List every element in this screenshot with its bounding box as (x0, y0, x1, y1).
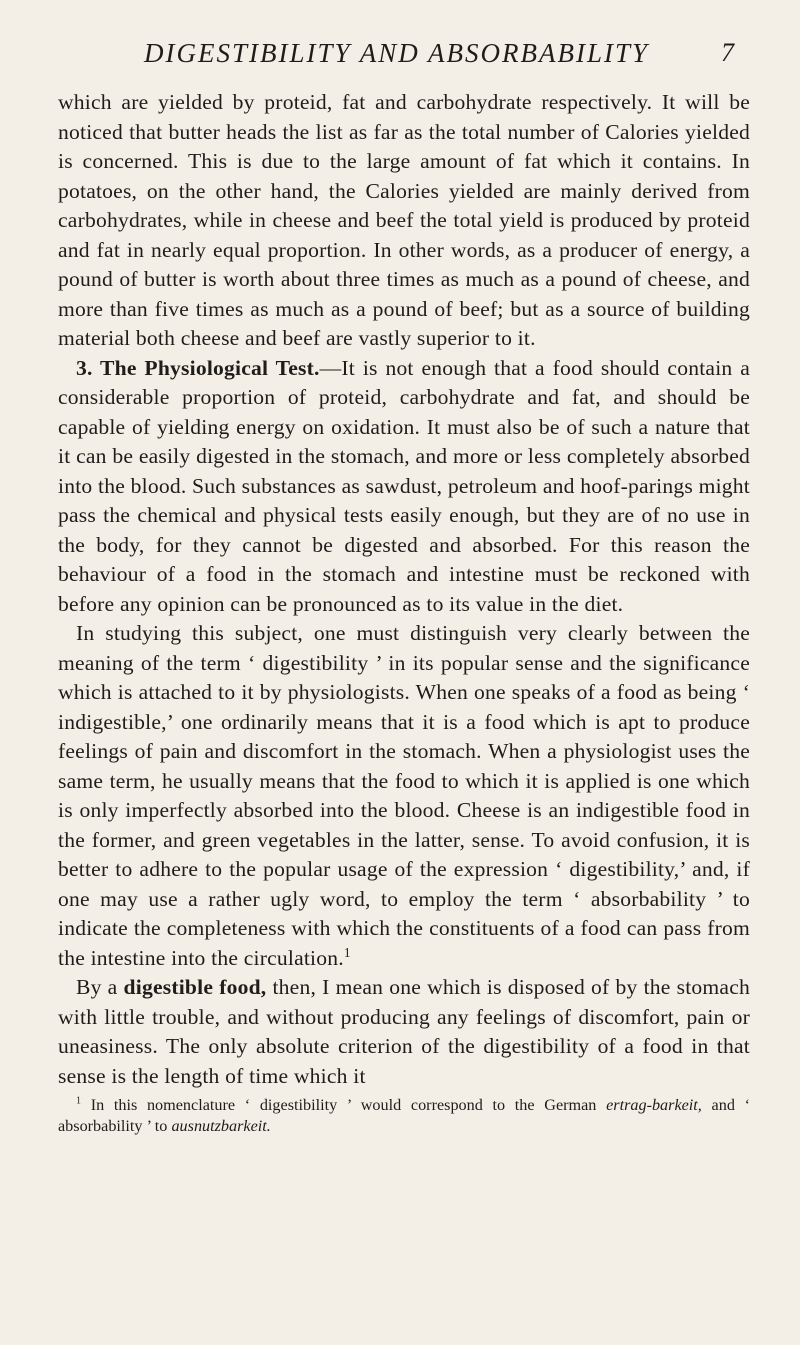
footnote-text-before: In this nomenclature ‘ digestibility ’ would correspond to the German (81, 1096, 607, 1114)
running-head: DIGESTIBILITY AND ABSORBABILITY (144, 38, 650, 68)
paragraph-2 (58, 354, 750, 620)
footnote-german-term-1: ertrag-barkeit, (606, 1096, 702, 1114)
footnote-german-term-2: ausnutzbarkeit. (171, 1117, 271, 1135)
footnote (58, 1095, 750, 1137)
body-text (58, 88, 750, 1091)
footnote-text-mid: and ‘ absorbability ’ to (58, 1096, 751, 1135)
footnote-reference: 1 (343, 944, 351, 960)
paragraph-4-lead: By a (76, 975, 124, 999)
page-number: 7 (721, 38, 734, 67)
paragraph-2-body: —It is not enough that a food should contain a considerable proportion of proteid, carbohydrate and fat, and should be capable of yielding energy on oxidation. It must also be of such a nature that it can be easily digested in the stomach, and more or less completely absorbed into the blood. Such substances as sawdust, petroleum and hoof-parings might pass the chemical and physical tests easily enough, but they are of no use in the body, for they cannot be digested and absorbed. For this reason the behaviour of a food in the stomach and intestine must be reckoned with before any opinion can be pronounced as to its value in the diet. (58, 355, 750, 616)
paragraph-4-term: digestible food, (123, 975, 267, 999)
paragraph-3 (58, 619, 750, 973)
page-header (58, 38, 750, 88)
paragraph-1: which are yielded by proteid, fat and carbohydrate respectively. It will be noticed that butter heads the list as far as the total number of Calories yielded is concerned. This is due to the large amount of fat which it contains. In potatoes, on the other hand, the Calories yielded are mainly derived from carbohydrates, while in cheese and beef the total yield is produced by proteid and fat in nearly equal proportion. In other words, as a producer of energy, a pound of butter is worth about three times as much as a pound of cheese, and more than five times as much as a pound of beef; but as a source of building material both cheese and beef are vastly superior to it. (58, 90, 750, 350)
paragraph-4-body: then, I mean one which is disposed of by the stomach with little trouble, and without producing any feelings of discomfort, pain or uneasiness. The only absolute criterion of the digestibility of a food in that sense is the length of time which it (58, 975, 750, 1088)
paragraph-3-body: In studying this subject, one must distinguish very clearly between the meaning of the term ‘ digestibility ’ in its popular sense and the significance which is attached to it by physiologists. When one speaks of a food as being ‘ indigestible,’ one ordinarily means that it is a food which is apt to produce feelings of pain and discomfort in the stomach. When a physiologist uses the same term, he usually means that the food to which it is applied is one which is only imperfectly absorbed into the blood. Cheese is an indigestible food in the former, and green vegetables in the latter, sense. To avoid confusion, it is better to adhere to the popular usage of the expression ‘ digestibility,’ and, if one may use a rather ugly word, to employ the term ‘ absorbability ’ to indicate the completeness with which the constituents of a food can pass from the intestine into the circulation. (58, 621, 750, 970)
footnote-text (58, 1095, 750, 1137)
footnote-marker: 1 (76, 1095, 82, 1107)
paragraph-4 (58, 973, 750, 1091)
section-heading: 3. The Physiological Test. (76, 355, 320, 380)
